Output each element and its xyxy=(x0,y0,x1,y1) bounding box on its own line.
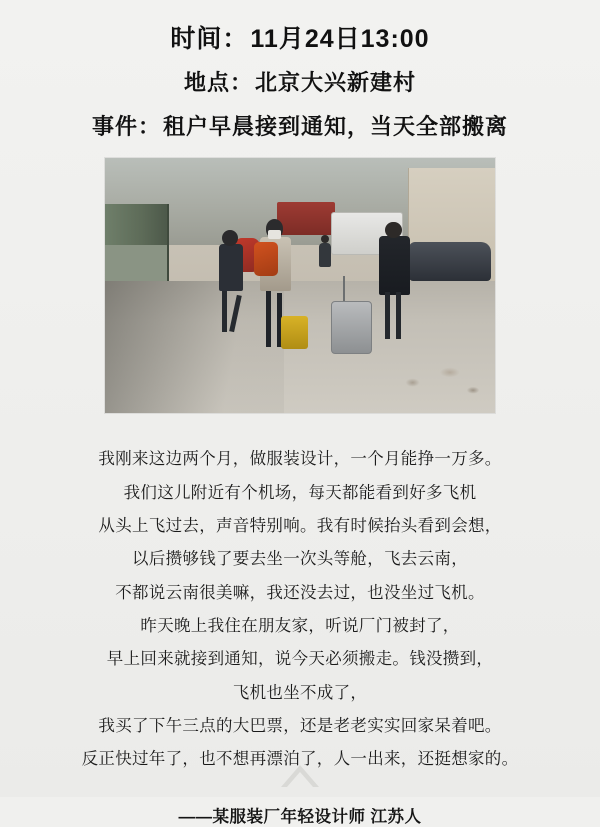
story-line: 昨天晚上我住在朋友家，听说厂门被封了， xyxy=(140,616,460,635)
story-line: 早上回来就接到通知，说今天必须搬走。钱没攒到， xyxy=(106,650,494,669)
story-line: 不都说云南很美嘛，我还没去过，也没坐过飞机。 xyxy=(115,583,485,602)
coat-head xyxy=(385,222,401,238)
carrier-leg-left xyxy=(266,291,271,347)
time-label: 时间： xyxy=(170,25,249,53)
time-line xyxy=(0,24,600,55)
yellow-suitcase xyxy=(281,316,308,349)
orange-bag xyxy=(254,242,278,275)
distant-pedestrian xyxy=(316,235,336,281)
story-body xyxy=(40,443,560,776)
photo-scene xyxy=(105,158,495,413)
time-value: 11月24日13:00 xyxy=(250,25,430,53)
chevron-up-watermark-icon xyxy=(277,761,323,791)
story-signature: ——某服装厂年轻设计师 江苏人 xyxy=(178,807,422,826)
runner-torso xyxy=(219,244,243,291)
story-line: 我们这儿附近有个机场，每天都能看到好多飞机 xyxy=(123,483,477,502)
face-mask xyxy=(268,230,281,239)
place-line xyxy=(0,69,600,97)
dark-car xyxy=(409,242,491,280)
story-line: 从头上飞过去，声音特别响。我有时候抬头看到会想， xyxy=(98,516,502,535)
place-value: 北京大兴新建村 xyxy=(255,70,417,96)
place-label: 地点： xyxy=(183,70,253,96)
grey-suitcase xyxy=(331,301,372,354)
rubble-pile xyxy=(394,352,488,403)
runner-leg-left xyxy=(222,291,227,332)
man-in-dark-coat xyxy=(370,222,421,339)
coat-leg-left xyxy=(385,292,390,339)
coat-leg-right xyxy=(396,292,401,339)
story-line: 以后攒够钱了要去坐一次头等舱，飞去云南， xyxy=(132,550,468,569)
story-line: 我刚来这边两个月，做服装设计，一个月能挣一万多。 xyxy=(98,450,502,469)
event-label: 事件： xyxy=(91,113,161,139)
runner-leg-right xyxy=(229,295,242,332)
green-truck-cab xyxy=(105,245,167,286)
event-value: 租户早晨接到通知，当天全部搬离 xyxy=(163,113,509,139)
story-line: 飞机也坐不成了， xyxy=(232,683,368,702)
pedestrian-torso xyxy=(319,243,331,267)
news-photo xyxy=(105,158,495,413)
pedestrian-head xyxy=(321,235,329,243)
header-block xyxy=(0,24,600,140)
story-line: 我买了下午三点的大巴票，还是老老实实回家呆着吧。 xyxy=(98,716,502,735)
story-line: 反正快过年了，也不想再漂泊了，人一出来，还挺想家的。 xyxy=(81,750,519,769)
coat-torso xyxy=(379,236,409,295)
event-line xyxy=(0,113,600,141)
